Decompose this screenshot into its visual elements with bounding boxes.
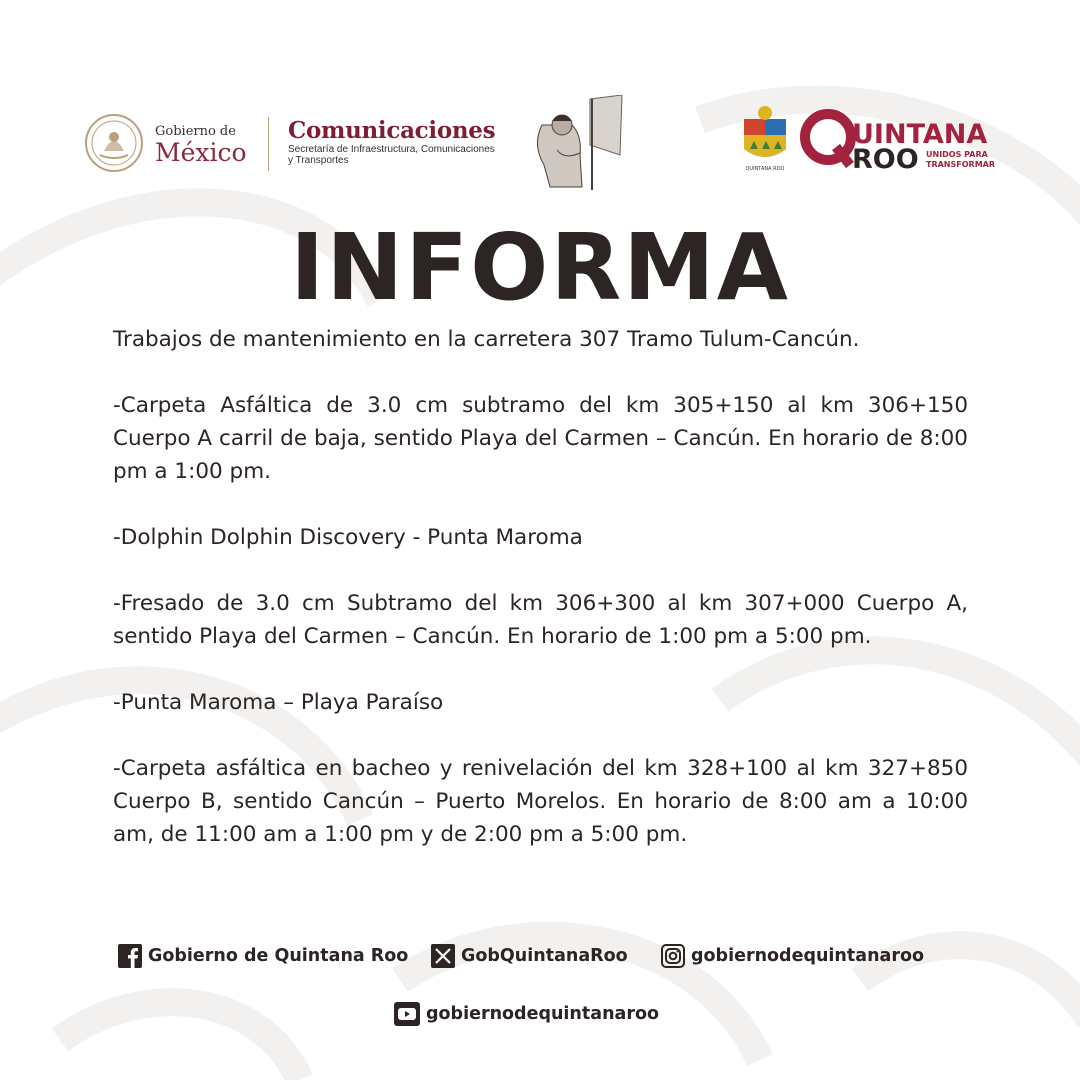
gobierno-big-text: México [155, 138, 247, 167]
youtube-icon [394, 1002, 420, 1026]
svg-text:ROO: ROO [852, 144, 919, 175]
paragraph-intro: Trabajos de mantenimiento en la carretera 307 Tramo Tulum-Cancún. [113, 327, 860, 352]
svg-text:UINTANA: UINTANA [852, 119, 988, 150]
quintana-roo-shield-icon [740, 105, 790, 173]
paragraph-item-1: -Carpeta Asfáltica de 3.0 cm subtramo del km 305+150 al km 306+150 Cuerpo A carril de baja, sentido Playa del Carmen – Cancún. En horario de 8:00 pm a 1:00 pm. [113, 393, 968, 484]
paragraph-segment-1: -Dolphin Dolphin Discovery - Punta Maroma [113, 525, 583, 550]
svg-text:QUINTANA ROO: QUINTANA ROO [745, 166, 785, 172]
gobierno-mexico-logo [155, 125, 247, 167]
facebook-label: Gobierno de Quintana Roo [148, 946, 409, 966]
instagram-icon [661, 944, 685, 968]
paragraph-segment-2: -Punta Maroma – Playa Paraíso [113, 690, 444, 715]
youtube-link[interactable] [394, 1002, 659, 1026]
x-link[interactable] [431, 944, 628, 968]
header-divider [268, 117, 269, 171]
mexico-seal-icon [84, 113, 144, 173]
facebook-icon [118, 944, 142, 968]
x-icon [431, 944, 455, 968]
youtube-label: gobiernodequintanaroo [426, 1004, 660, 1024]
paragraph-item-2: -Fresado de 3.0 cm Subtramo del km 306+300 al km 307+000 Cuerpo A, sentido Playa del Carmen – Cancún. En horario de 1:00 pm a 5:00 pm. [113, 591, 968, 649]
social-links [118, 944, 978, 974]
facebook-link[interactable] [118, 944, 408, 968]
instagram-label: gobiernodequintanaroo [691, 946, 925, 966]
comunicaciones-logo [288, 118, 495, 166]
paragraph-item-3: -Carpeta asfáltica en bacheo y renivelación del km 328+100 al km 327+850 Cuerpo B, sentido Cancún – Puerto Morelos. En horario de 8:00 am a 10:00 am, de 11:00 am a 1:00 pm y de 2:00 pm a 5:00 pm. [113, 756, 968, 847]
quintana-roo-logo [800, 105, 1000, 175]
comunicaciones-subtitle-1: Secretaría de Infraestructura, Comunicaciones [288, 144, 495, 155]
announcement-body [113, 323, 968, 884]
header [0, 95, 1080, 190]
instagram-link[interactable] [661, 944, 924, 968]
gobierno-small-text: Gobierno de [155, 124, 236, 139]
page-title: INFORMA [290, 214, 790, 321]
x-label: GobQuintanaRoo [461, 946, 628, 966]
svg-text:UNIDOS PARA: UNIDOS PARA [926, 150, 988, 159]
svg-text:TRANSFORMAR: TRANSFORMAR [926, 160, 996, 169]
comunicaciones-subtitle-2: y Transportes [288, 155, 349, 166]
heroine-flag-illustration [532, 95, 627, 190]
comunicaciones-title: Comunicaciones [288, 117, 496, 144]
